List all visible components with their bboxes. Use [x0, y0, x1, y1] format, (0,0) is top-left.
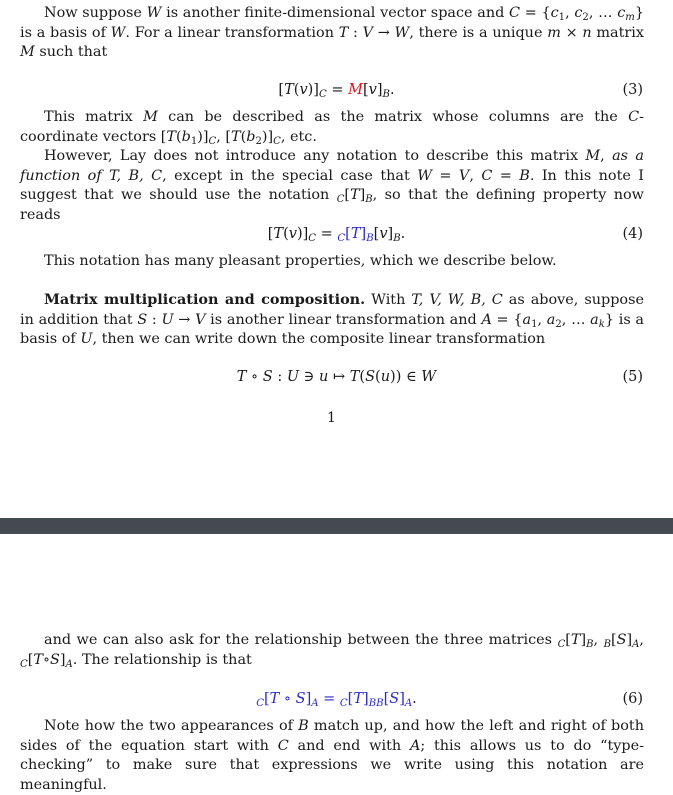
equation-number: (3): [622, 82, 643, 98]
page-number: 1: [327, 410, 336, 426]
equation-number: (4): [622, 226, 643, 242]
paragraph-matrix-columns: This matrix M can be described as the matrix whose columns are the C-coordinate vectors $[T(b_1)]_C$, $[T(b_2)]_C$, etc.: [20, 109, 645, 147]
page-separator: [0, 518, 673, 534]
equation-6-body: $_C$[T ∘ $S]_A = _C[T]_{BB}[S]_A$.: [256, 691, 417, 709]
paragraph-basis-of-w: Now suppose W is another finite-dimensional vector space and $C = \{c_1$, $c_2$, … $c_m$} is a basis of W. For a linear transformation T : V → W, there is a unique m × n matrix M such that: [20, 5, 644, 60]
equation-4-body: $[T(v)]_C = _C[T]_B[v]_B$.: [267, 226, 406, 244]
paragraph-pleasant-properties: This notation has many pleasant properties, which we describe below.: [44, 253, 557, 269]
equation-3-body: $[T(v)]_C = M[v]_B$.: [278, 82, 395, 100]
equation-5-body: T ∘ S : U ∋ u ↦ T(S(u)) ∈ W: [236, 369, 437, 385]
page-2: [0, 534, 673, 793]
paragraph-matrix-multiplication: Matrix multiplication and composition. With T, V, W, B, C as above, suppose in addition that S : U → V is another linear transformation and $A = \{a_1$, $a_2$, … $a_k$} is a basis of U, then we can write down the composite linear transformation: [20, 291, 645, 347]
paragraph-lay-notation: However, Lay does not introduce any notation to describe this matrix M, as a function of T, B, C, except in the special case that W = V, C = B. In this note I suggest that we should use the notation $_C[T]_B$, so that the defining property now reads: [20, 148, 644, 223]
equation-number: (6): [622, 691, 643, 707]
section-heading: Matrix multiplication and composition.: [44, 291, 366, 308]
paragraph-type-checking: Note how the two appearances of B match up, and how the left and right of both sides of the equation start with C and end with A; this allows us to do “type-checking” to make sure that expressions we write using this notation are meaningful.: [20, 718, 645, 793]
paragraph-three-matrices: and we can also ask for the relationship between the three matrices $_C[T]_B$, $_B[S]_A$, $_C[T\circ S]_A$. The relationship is that: [20, 632, 644, 670]
equation-number: (5): [622, 369, 643, 385]
